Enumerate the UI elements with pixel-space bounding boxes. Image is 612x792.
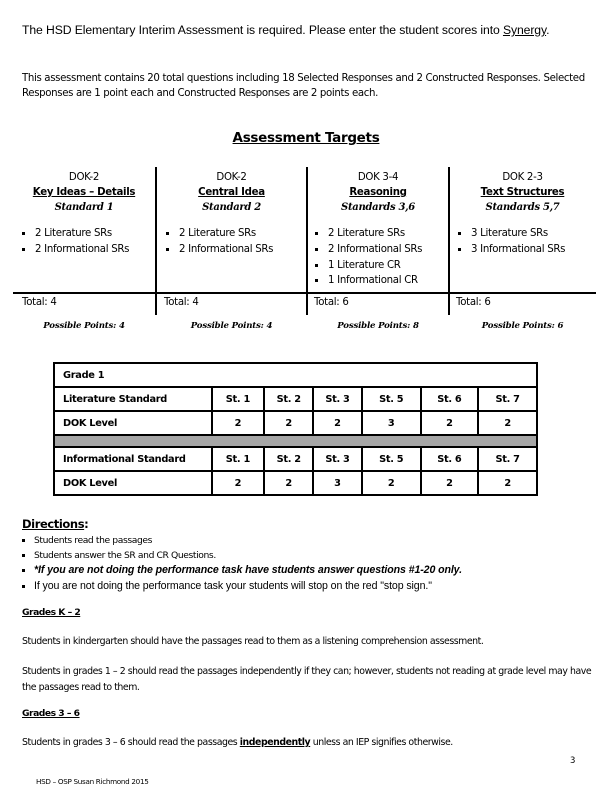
target-column-key-ideas bbox=[13, 170, 155, 215]
footer-credit: HSD – OSP Susan Richmond 2015 bbox=[36, 777, 149, 786]
synergy-link[interactable]: Synergy bbox=[502, 23, 547, 37]
table-cell: St. 7 bbox=[478, 387, 537, 411]
target-items-list bbox=[20, 226, 129, 258]
target-name: Text Structures bbox=[480, 187, 565, 198]
text: Students in grades 3 – 6 should read the passages bbox=[22, 737, 240, 748]
target-column-reasoning bbox=[308, 170, 448, 215]
grades-k2-heading: Grades K – 2 bbox=[22, 607, 81, 618]
table-cell: St. 6 bbox=[421, 387, 479, 411]
table-cell: St. 3 bbox=[313, 447, 362, 471]
grade-1-standards-table bbox=[53, 362, 538, 496]
grades-36-heading: Grades 3 – 6 bbox=[22, 708, 80, 719]
table-row bbox=[54, 363, 537, 387]
table-cell: 2 bbox=[421, 471, 479, 495]
literature-standard-label: Literature Standard bbox=[54, 387, 212, 411]
list-item: 1 Informational CR bbox=[313, 273, 422, 289]
target-total: Total: 6 bbox=[314, 297, 349, 308]
possible-points: Possible Points: 6 bbox=[481, 321, 564, 331]
possible-points: Possible Points: 8 bbox=[337, 321, 419, 331]
list-item: Students read the passages bbox=[22, 533, 462, 548]
table-cell: St. 1 bbox=[212, 447, 265, 471]
table-cell: St. 7 bbox=[478, 447, 537, 471]
standard-label: Standard 2 bbox=[202, 202, 261, 213]
dok-label: DOK-2 bbox=[68, 172, 100, 183]
target-total: Total: 6 bbox=[456, 297, 491, 308]
standard-label: Standard 1 bbox=[54, 202, 114, 213]
separator-cell bbox=[54, 435, 537, 447]
assessment-targets-title: Assessment Targets bbox=[232, 130, 380, 146]
list-item: 2 Literature SRs bbox=[164, 226, 273, 242]
table-cell: 2 bbox=[478, 471, 537, 495]
target-items-list bbox=[456, 226, 565, 258]
list-item: 3 Informational SRs bbox=[456, 242, 565, 258]
table-cell: St. 5 bbox=[362, 387, 421, 411]
dok-label: DOK 3-4 bbox=[357, 172, 399, 183]
list-item: 2 Informational SRs bbox=[164, 242, 273, 258]
dok-label: DOK-2 bbox=[216, 172, 247, 183]
table-row bbox=[54, 411, 537, 435]
directions-heading bbox=[22, 517, 88, 531]
table-cell: 2 bbox=[264, 471, 313, 495]
table-cell: 2 bbox=[212, 471, 265, 495]
list-item: 2 Literature SRs bbox=[313, 226, 422, 242]
informational-standard-label: Informational Standard bbox=[54, 447, 212, 471]
table-row bbox=[54, 471, 537, 495]
page-number: 3 bbox=[570, 756, 576, 766]
table-cell: St. 3 bbox=[313, 387, 362, 411]
list-item: If you are not doing the performance task your students will stop on the red "stop sign." bbox=[22, 579, 462, 594]
assessment-description: This assessment contains 20 total questions including 18 Selected Responses and 2 Constructed Responses. Selected Responses are 1 point each and Constructed Responses are 2 points each. bbox=[22, 73, 585, 99]
table-cell: St. 5 bbox=[362, 447, 421, 471]
directions-colon: : bbox=[84, 517, 89, 531]
target-items-list bbox=[313, 226, 422, 289]
table-separator-row bbox=[54, 435, 537, 447]
target-items-list bbox=[164, 226, 273, 258]
table-cell: 3 bbox=[313, 471, 362, 495]
target-column-central-idea bbox=[157, 170, 306, 215]
intro-period: . bbox=[546, 23, 550, 37]
dok-label: DOK 2-3 bbox=[502, 172, 543, 183]
list-item: 2 Informational SRs bbox=[313, 242, 422, 258]
target-name: Key Ideas – Details bbox=[32, 187, 136, 198]
table-cell: St. 2 bbox=[264, 387, 313, 411]
table-cell: 2 bbox=[212, 411, 265, 435]
target-total: Total: 4 bbox=[22, 297, 57, 308]
table-row bbox=[54, 447, 537, 471]
standard-label: Standards 5,7 bbox=[485, 202, 560, 213]
totals-divider bbox=[13, 292, 596, 294]
possible-points: Possible Points: 4 bbox=[190, 321, 273, 331]
grades-k2-grades1-2-text: Students in grades 1 – 2 should read the passages independently if they can; however, students not reading at grade level may have the passages read to them. bbox=[22, 666, 592, 693]
possible-points: Possible Points: 4 bbox=[43, 321, 125, 331]
list-item: Students answer the SR and CR Questions. bbox=[22, 548, 462, 563]
table-cell: 2 bbox=[313, 411, 362, 435]
table-cell: St. 1 bbox=[212, 387, 265, 411]
list-item: 3 Literature SRs bbox=[456, 226, 565, 242]
dok-level-label: DOK Level bbox=[54, 411, 212, 435]
grade-title: Grade 1 bbox=[54, 363, 537, 387]
emphasis-independently: independently bbox=[239, 737, 311, 748]
directions-list bbox=[22, 533, 462, 594]
target-column-text-structures bbox=[450, 170, 595, 215]
table-cell: St. 6 bbox=[421, 447, 479, 471]
dok-level-label: DOK Level bbox=[54, 471, 212, 495]
grades-k2-kindergarten-text: Students in kindergarten should have the passages read to them as a listening comprehension assessment. bbox=[22, 636, 484, 647]
table-cell: 2 bbox=[362, 471, 421, 495]
target-name: Central Idea bbox=[198, 187, 265, 198]
list-item: 2 Informational SRs bbox=[20, 242, 129, 258]
grades-36-text bbox=[22, 735, 592, 751]
list-item: 1 Literature CR bbox=[313, 258, 422, 274]
text: unless an IEP signifies otherwise. bbox=[310, 737, 453, 748]
directions-title: Directions bbox=[22, 517, 85, 531]
intro-required-notice bbox=[22, 23, 582, 38]
table-cell: 2 bbox=[478, 411, 537, 435]
table-cell: St. 2 bbox=[264, 447, 313, 471]
table-cell: 2 bbox=[264, 411, 313, 435]
table-cell: 2 bbox=[421, 411, 479, 435]
target-name: Reasoning bbox=[349, 187, 407, 198]
list-item: *If you are not doing the performance task have students answer questions #1-20 only. bbox=[22, 563, 462, 578]
table-row bbox=[54, 387, 537, 411]
intro-text: The HSD Elementary Interim Assessment is required. Please enter the student scores into bbox=[22, 23, 503, 37]
standard-label: Standards 3,6 bbox=[341, 202, 415, 213]
table-cell: 3 bbox=[362, 411, 421, 435]
list-item: 2 Literature SRs bbox=[20, 226, 129, 242]
target-total: Total: 4 bbox=[164, 297, 199, 308]
